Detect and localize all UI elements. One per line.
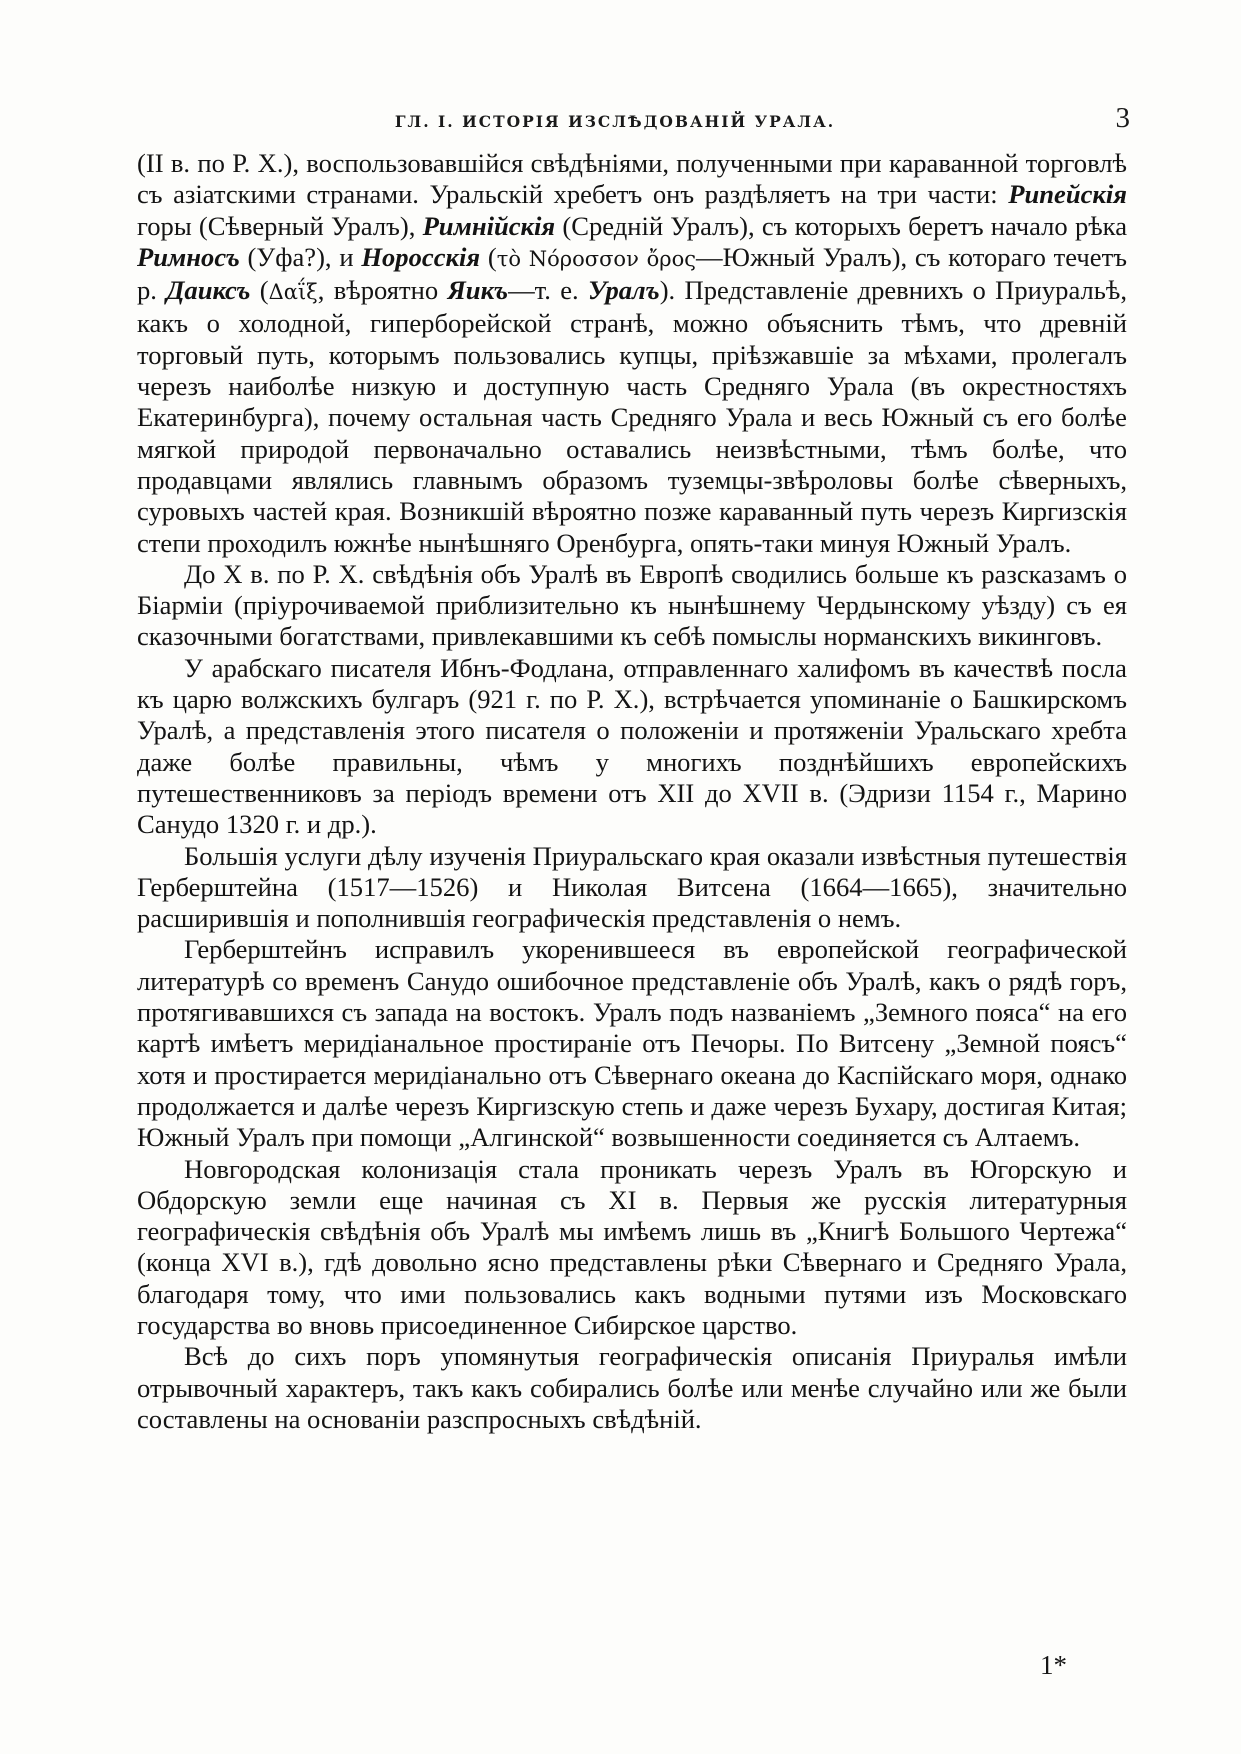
italic-term: Рипейскія: [1008, 179, 1127, 210]
text-run: Всѣ до сихъ поръ упомянутыя географическія описанія Приуралья имѣли отрывочный характеръ, такъ какъ собирались болѣе или менѣе случайно или же были составлены на основаніи разспросныхъ свѣдѣній.: [137, 1341, 1127, 1434]
paragraph: [137, 1341, 1127, 1435]
text-run: Большія услуги дѣлу изученія Приуральскаго края оказали извѣстныя путешествія Герберштейна (1517—1526) и Николая Витсена (1664—1665), значительно расширившія и пополнившія географическія представленія о немъ.: [137, 840, 1127, 934]
italic-term: Уралъ: [588, 275, 660, 306]
text-run: (Средній Уралъ), съ которыхъ беретъ начало рѣка: [555, 210, 1127, 241]
paragraph: [137, 934, 1127, 1153]
running-head: ГЛ. I. ИСТОРІЯ ИЗСЛѢДОВАНІЙ УРАЛА.: [394, 112, 836, 131]
paragraph: [137, 559, 1127, 653]
paragraph: [137, 148, 1127, 559]
text-run: У арабскаго писателя Ибнъ-Фодлана, отправленнаго халифомъ въ качествѣ посла къ царю волжскихъ булгаръ (921 г. по Р. Х.), встрѣчается упоминаніе о Башкирскомъ Уралѣ, а представленія этого писателя о положеніи и протяженіи Уральскаго хребта даже болѣе правильны, чѣмъ у многихъ позднѣйшихъ европейскихъ путешественниковъ за періодъ времени отъ XII до XVII в. (Эдризи 1154 г., Марино Санудо 1320 г. и др.).: [137, 652, 1127, 840]
body-text: [137, 148, 1127, 1435]
text-run: (II в. по Р. Х.), воспользовавшійся свѣдѣніями, полученными при караванной торговлѣ съ азіатскими странами. Уральскій хребетъ онъ раздѣляетъ на три части:: [137, 148, 1127, 210]
greek-term: Δαΐξ: [268, 280, 318, 305]
text-run: (: [250, 275, 269, 306]
italic-term: Римнійскія: [422, 210, 556, 241]
text-run: ). Представленіе древнихъ о Приуральѣ, какъ о холодной, гиперборейской странѣ, можно объяснить тѣмъ, что древній торговый путь, которымъ пользовались купцы, пріѣзжавшіе за мѣхами, пролегалъ черезъ наиболѣе низкую и доступную часть Средняго Урала (въ окрестностяхъ Екатеринбурга), почему остальная часть Средняго Урала и весь Южный съ его болѣе мягкой природой первоначально оставались неизвѣстными, тѣмъ болѣе, что продавцами являлись главнымъ образомъ туземцы-звѣроловы болѣе сѣверныхъ, суровыхъ частей края. Возникшій вѣроятно позже караванный путь черезъ Киргизскія степи проходилъ южнѣе нынѣшняго Оренбурга, опять-таки минуя Южный Уралъ.: [137, 275, 1127, 558]
text-run: —Южный Уралъ), съ котораго течетъ р.: [137, 241, 1127, 306]
text-run: , вѣроятно: [317, 275, 448, 306]
italic-term: Даиксъ: [166, 275, 251, 306]
page-number: 3: [1115, 102, 1130, 134]
printer-signature-mark: 1*: [1040, 1650, 1067, 1680]
italic-term: Норосскія: [361, 241, 481, 272]
greek-term: τὸ Νόροσσον ὄρος: [496, 246, 697, 271]
text-run: (Уфа?), и: [239, 241, 362, 272]
paragraph: [137, 653, 1127, 841]
text-run: Герберштейнъ исправилъ укоренившееся въ европейской географической литературѣ со временъ Санудо ошибочное представленіе объ Уралѣ, какъ о рядѣ горъ, протягивавшихся съ запада на востокъ. Уралъ подъ названіемъ „Земного пояса“ на его картѣ имѣетъ меридіанальное простираніе отъ Печоры. По Витсену „Земной поясъ“ хотя и простирается меридіанально отъ Сѣвернаго океана до Каспійскаго моря, однако продолжается и далѣе черезъ Киргизскую степь и даже черезъ Бухару, достигая Китая; Южный Уралъ при помощи „Алгинской“ возвышенности соединяется съ Алтаемъ.: [137, 934, 1127, 1153]
page-header: [140, 102, 1130, 138]
text-run: Новгородская колонизація стала проникать черезъ Уралъ въ Югорскую и Обдорскую земли еще начиная съ XI в. Первыя же русскія литературныя географическія свѣдѣнія объ Уралѣ мы имѣемъ лишь въ „Книгѣ Большого Чертежа“ (конца XVI в.), гдѣ довольно ясно представлены рѣки Сѣвернаго и Средняго Урала, благодаря тому, что ими пользовались какъ водными путями изъ Московскаго государства во вновь присоединенное Сибирское царство.: [137, 1153, 1127, 1340]
paragraph: [137, 841, 1127, 935]
text-run: До X в. по Р. Х. свѣдѣнія объ Уралѣ въ Европѣ сводились больше къ разсказамъ о Біарміи (пріурочиваемой приблизительно къ нынѣшнему Чердынскому уѣзду) съ ея сказочными богатствами, привлекавшими къ себѣ помыслы норманскихъ викинговъ.: [137, 558, 1127, 652]
text-run: —т. е.: [508, 275, 588, 306]
text-run: горы (Сѣверный Уралъ),: [137, 210, 423, 241]
italic-term: Яикъ: [447, 275, 509, 306]
italic-term: Римносъ: [137, 241, 240, 272]
paragraph: [137, 1154, 1127, 1342]
text-run: (: [480, 241, 497, 272]
